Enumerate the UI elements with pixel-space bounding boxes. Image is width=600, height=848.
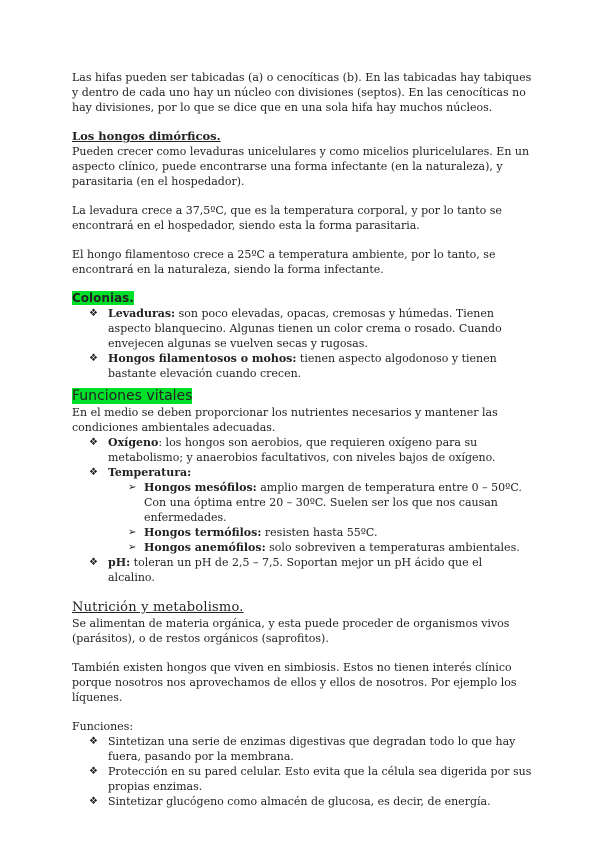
diamond-bullet-icon: ❖ bbox=[89, 308, 98, 319]
list-item bbox=[72, 465, 532, 480]
item-text: son poco elevadas, opacas, cremosas y húmedas. Tienen aspecto blanquecino. Algunas tienen un color crema o rosado. Cuando envejecen algunas se vuelven secas y rugosas. bbox=[108, 307, 502, 350]
diamond-bullet-icon: ❖ bbox=[89, 796, 98, 807]
arrow-bullet-icon: ➢ bbox=[128, 527, 137, 538]
item-term: pH: bbox=[108, 556, 131, 569]
dimorficos-heading: Los hongos dimórficos. bbox=[72, 129, 221, 143]
item-text: Protección en su pared celular. Esto evita que la célula sea digerida por sus propias enzimas. bbox=[108, 765, 532, 793]
item-text: solo sobreviven a temperaturas ambientales. bbox=[265, 541, 520, 554]
item-term: Hongos mesófilos: bbox=[144, 481, 257, 494]
item-text: toleran un pH de 2,5 – 7,5. Soportan mejor un pH ácido que el alcalino. bbox=[108, 556, 483, 584]
dimorficos-paragraph-1: Pueden crecer como levaduras unicelulares y como micelios pluricelulares. En un aspecto clínico, puede encontrarse una forma infectante (en la naturaleza), y parasitaria (en el hospedador). bbox=[72, 145, 530, 188]
diamond-bullet-icon: ❖ bbox=[89, 353, 98, 364]
sub-list-item bbox=[72, 540, 532, 555]
list-item bbox=[72, 764, 532, 794]
list-item bbox=[72, 734, 532, 764]
item-text: Sintetizar glucógeno como almacén de glucosa, es decir, de energía. bbox=[108, 795, 491, 808]
intro-paragraph: Las hifas pueden ser tabicadas (a) o cenocíticas (b). En las tabicadas hay tabiques y dentro de cada uno hay un núcleo con divisiones (septos). En las cenocíticas no hay divisiones, por lo que se dice que en una sola hifa hay muchos núcleos. bbox=[72, 71, 532, 114]
item-text: resisten hasta 55ºC. bbox=[261, 526, 378, 539]
diamond-bullet-icon: ❖ bbox=[89, 736, 98, 747]
funciones-list bbox=[72, 734, 532, 809]
item-text: amplio margen de temperatura entre 0 – 50ºC. Con una óptima entre 20 – 30ºC. Suelen ser los que nos causan enfermedades. bbox=[144, 481, 522, 524]
arrow-bullet-icon: ➢ bbox=[128, 482, 137, 493]
list-item bbox=[72, 351, 532, 381]
diamond-bullet-icon: ❖ bbox=[89, 437, 98, 448]
colonias-heading-text: Colonias. bbox=[72, 291, 134, 305]
list-item bbox=[72, 794, 532, 809]
item-text: : los hongos son aerobios, que requieren oxígeno para su metabolismo; y anaerobios facultativos, con niveles bajos de oxígeno. bbox=[108, 436, 496, 464]
nutricion-paragraph-2: También existen hongos que viven en simbiosis. Estos no tienen interés clínico porque nosotros nos aprovechamos de ellos y ellos de nosotros. Por ejemplo los líquenes. bbox=[72, 661, 517, 704]
list-item bbox=[72, 435, 532, 465]
list-item bbox=[72, 555, 532, 585]
nutricion-paragraph-1: Se alimentan de materia orgánica, y esta puede proceder de organismos vivos (parásitos), o de restos orgánicos (saprofitos). bbox=[72, 617, 510, 645]
item-term: Hongos anemófilos: bbox=[144, 541, 266, 554]
sub-list-item bbox=[72, 525, 532, 540]
item-text: Sintetizan una serie de enzimas digestivas que degradan todo lo que hay fuera, pasando por la membrana. bbox=[108, 735, 516, 763]
item-term: Oxígeno bbox=[108, 436, 159, 449]
vitales-heading-text: Funciones vitales bbox=[72, 388, 193, 404]
colonias-list bbox=[72, 306, 532, 381]
document-page bbox=[72, 70, 532, 809]
sub-list-item bbox=[72, 480, 532, 525]
nutricion-heading: Nutrición y metabolismo. bbox=[72, 600, 244, 615]
funciones-label: Funciones: bbox=[72, 720, 134, 733]
dimorficos-paragraph-2: La levadura crece a 37,5ºC, que es la temperatura corporal, y por lo tanto se encontrará en el hospedador, siendo esta la forma parasitaria. bbox=[72, 204, 502, 232]
dimorficos-paragraph-3: El hongo filamentoso crece a 25ºC a temperatura ambiente, por lo tanto, se encontrará en la naturaleza, siendo la forma infectante. bbox=[72, 248, 496, 276]
vitales-intro: En el medio se deben proporcionar los nutrientes necesarios y mantener las condiciones ambientales adecuadas. bbox=[72, 406, 498, 434]
list-item bbox=[72, 306, 532, 351]
diamond-bullet-icon: ❖ bbox=[89, 766, 98, 777]
colonias-heading bbox=[72, 291, 532, 306]
item-term: Hongos filamentosos o mohos: bbox=[108, 352, 297, 365]
arrow-bullet-icon: ➢ bbox=[128, 542, 137, 553]
item-term: Hongos termófilos: bbox=[144, 526, 262, 539]
vitales-list bbox=[72, 435, 532, 585]
item-term: Temperatura: bbox=[108, 466, 192, 479]
diamond-bullet-icon: ❖ bbox=[89, 557, 98, 568]
item-term: Levaduras: bbox=[108, 307, 176, 320]
diamond-bullet-icon: ❖ bbox=[89, 467, 98, 478]
vitales-heading bbox=[72, 387, 532, 405]
item-text: tienen aspecto algodonoso y tienen bastante elevación cuando crecen. bbox=[108, 352, 497, 380]
